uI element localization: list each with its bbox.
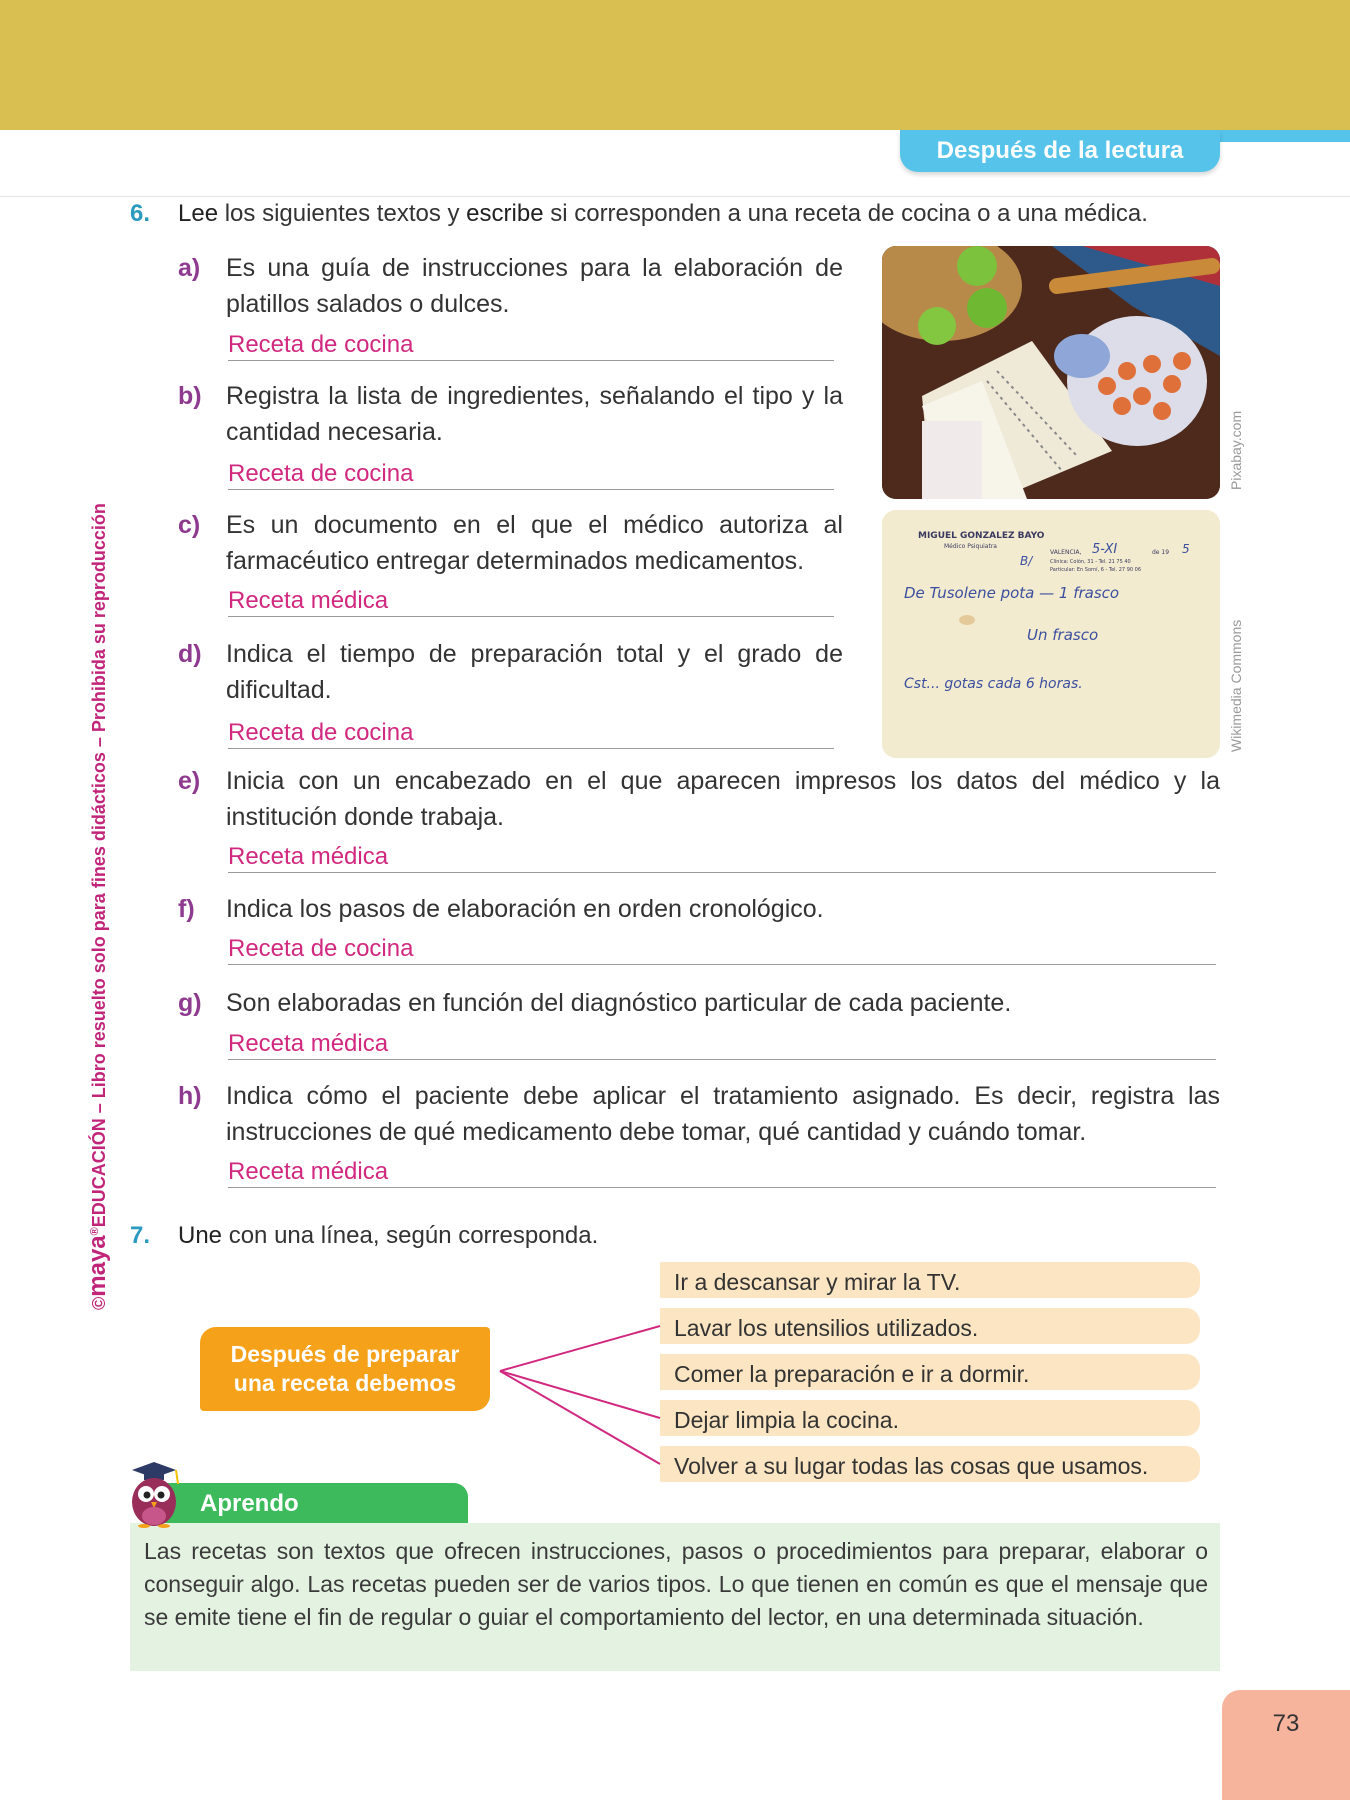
matching-line-4 <box>500 1371 660 1418</box>
question-6 <box>130 200 1230 234</box>
prescription-illustration <box>882 510 1220 758</box>
page-number: 73 <box>1222 1690 1350 1800</box>
item-line: institución donde trabaja. <box>226 803 504 831</box>
item-letter: f) <box>178 895 195 923</box>
item-text <box>226 507 843 579</box>
answer-c[interactable]: Receta médica <box>228 586 834 617</box>
question-text-part: los siguientes textos y <box>218 200 467 227</box>
registered-mark: ® <box>89 1227 101 1236</box>
item-line: Es una guía de instrucciones para la elaboración de <box>226 254 843 282</box>
prescription-doctor: MIGUEL GONZALEZ BAYO <box>918 531 1045 541</box>
item-text <box>226 891 1220 927</box>
item-letter: b) <box>178 382 202 410</box>
item-line: instrucciones de qué medicamento debe tomar, qué cantidad y cuándo tomar. <box>226 1118 1087 1146</box>
verb-une: Une <box>178 1222 223 1249</box>
prescription-year: 5 <box>1182 542 1190 556</box>
question-7 <box>130 1222 1030 1256</box>
verb-escribe: escribe <box>466 200 544 227</box>
option-4[interactable]: Dejar limpia la cocina. <box>660 1400 1200 1436</box>
divider <box>0 196 1350 197</box>
prescription-clinic: Clínica: Colón, 31 - Tel. 21 75 40 <box>1050 559 1131 565</box>
item-text <box>226 763 1220 835</box>
item-f <box>178 891 1220 931</box>
question-number: 6. <box>130 200 151 227</box>
item-text <box>226 636 843 708</box>
copyright-text: EDUCACIÓN – Libro resuelto solo para fines didácticos – Prohibida su reproducción <box>89 503 109 1228</box>
item-letter: d) <box>178 640 202 668</box>
photo-credit: Wikimedia Commons <box>1228 619 1244 752</box>
photo-credit: Pixabay.com <box>1228 410 1244 490</box>
brand-logo-text: maya <box>84 1235 111 1297</box>
item-letter: c) <box>178 511 201 539</box>
item-text <box>226 985 1220 1021</box>
option-3[interactable]: Comer la preparación e ir a dormir. <box>660 1354 1200 1390</box>
item-text <box>226 250 843 322</box>
question-text-part: si corresponden a una receta de cocina o a una médica. <box>543 200 1148 227</box>
section-strip <box>1210 130 1350 142</box>
prescription-signature: Un frasco <box>1027 626 1099 644</box>
answer-e[interactable]: Receta médica <box>228 842 1216 873</box>
prescription-rx-mark: B/ <box>1020 554 1033 568</box>
aprendo-title: Aprendo <box>160 1483 468 1523</box>
item-letter: e) <box>178 767 201 795</box>
item-line: platillos salados o dulces. <box>226 290 510 318</box>
item-line: Registra la lista de ingredientes, señalando el tipo y la <box>226 382 843 410</box>
verb-lee: Lee <box>178 200 219 227</box>
item-line: Indica el tiempo de preparación total y el grado de <box>226 640 843 668</box>
copyright-symbol: © <box>89 1296 109 1310</box>
item-line: Es un documento en el que el médico autoriza al <box>226 511 843 539</box>
item-e <box>178 763 1220 843</box>
recipe-book-photo <box>882 246 1220 499</box>
item-line: Indica los pasos de elaboración en orden cronológico. <box>226 895 824 923</box>
prescription-year-prefix: de 19 <box>1152 549 1170 556</box>
option-1[interactable]: Ir a descansar y mirar la TV. <box>660 1262 1200 1298</box>
item-g <box>178 985 1220 1025</box>
matching-line-5 <box>500 1371 660 1464</box>
answer-g[interactable]: Receta médica <box>228 1029 1216 1060</box>
item-h <box>178 1078 1220 1158</box>
owl-mascot-icon <box>118 1460 188 1528</box>
prescription-title: Médico Psiquiatra <box>944 543 997 550</box>
item-line: dificultad. <box>226 676 332 704</box>
matching-prompt-box <box>200 1327 490 1411</box>
section-tab: Después de la lectura <box>900 130 1220 172</box>
question-text <box>178 200 1148 228</box>
item-letter: g) <box>178 989 202 1017</box>
item-line: Indica cómo el paciente debe aplicar el tratamiento asignado. Es decir, registra las <box>226 1082 1220 1110</box>
prescription-private: Particular: En Sorní, 6 - Tel. 27 90 06 <box>1050 567 1142 573</box>
item-c <box>178 507 843 587</box>
answer-a[interactable]: Receta de cocina <box>228 330 834 361</box>
item-line: Son elaboradas en función del diagnóstico particular de cada paciente. <box>226 989 1012 1017</box>
header-band <box>0 0 1350 130</box>
item-letter: h) <box>178 1082 202 1110</box>
copyright-sidebar <box>70 470 120 1310</box>
item-d <box>178 636 843 716</box>
medical-prescription-photo <box>882 510 1220 758</box>
prescription-date: 5-XI <box>1092 542 1118 557</box>
option-2[interactable]: Lavar los utensilios utilizados. <box>660 1308 1200 1344</box>
answer-b[interactable]: Receta de cocina <box>228 459 834 490</box>
item-text <box>226 378 843 450</box>
answer-h[interactable]: Receta médica <box>228 1157 1216 1188</box>
prompt-line: Después de preparar <box>230 1341 460 1367</box>
item-b <box>178 378 843 458</box>
question-text-part: con una línea, según corresponda. <box>222 1222 599 1249</box>
item-line: farmacéutico entregar determinados medicamentos. <box>226 547 805 575</box>
aprendo-text: Las recetas son textos que ofrecen instrucciones, pasos o procedimientos para preparar, elaborar o conseguir algo. Las recetas pueden ser de varios tipos. Lo que tienen en común es que el mensaje que se emite tiene el fin de regular o guiar el comportamiento del lector, en una determinada situación. <box>130 1523 1220 1671</box>
item-line: Inicia con un encabezado en el que aparecen impresos los datos del médico y la <box>226 767 1220 795</box>
prescription-line-1: De Tusolene pota — 1 frasco <box>904 584 1120 602</box>
prescription-line-2: Cst... gotas cada 6 horas. <box>904 676 1083 692</box>
prompt-line: una receta debemos <box>233 1370 457 1396</box>
recipe-photo-illustration <box>882 246 1220 499</box>
option-5[interactable]: Volver a su lugar todas las cosas que usamos. <box>660 1446 1200 1482</box>
answer-d[interactable]: Receta de cocina <box>228 718 834 749</box>
question-number: 7. <box>130 1222 151 1249</box>
item-letter: a) <box>178 254 201 282</box>
item-line: cantidad necesaria. <box>226 418 443 446</box>
question-text <box>178 1222 598 1250</box>
item-a <box>178 250 843 330</box>
item-text <box>226 1078 1220 1150</box>
prescription-city: VALENCIA, <box>1050 549 1082 556</box>
matching-line-2 <box>500 1326 660 1371</box>
answer-f[interactable]: Receta de cocina <box>228 934 1216 965</box>
